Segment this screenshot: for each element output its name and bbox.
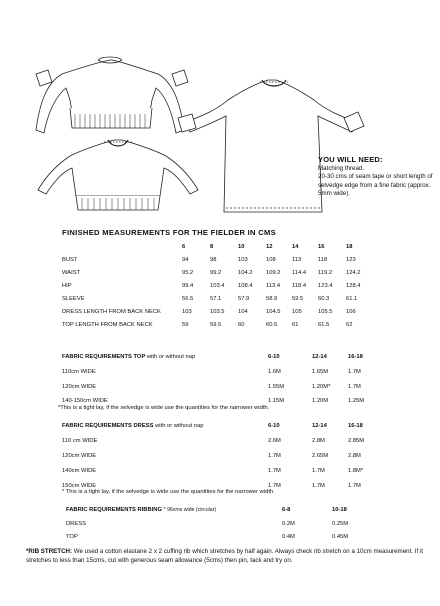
cell: 99.2 — [210, 269, 222, 276]
table-row — [62, 463, 372, 478]
col-header: 10-18 — [332, 507, 347, 513]
cell: 114.4 — [292, 269, 307, 276]
row-label: 110cm WIDE — [62, 368, 96, 375]
cell: 119.2 — [318, 269, 333, 276]
row-label: 140-150cm WIDE — [62, 398, 108, 404]
size-header: 12 — [266, 243, 273, 250]
cell: 1.15M — [268, 398, 285, 404]
col-header: 6-10 — [268, 422, 280, 429]
size-header: 16 — [318, 243, 325, 250]
cell: 59 — [182, 321, 189, 328]
cell: 60.5 — [266, 321, 278, 328]
sweatshirt-back-illustration — [38, 140, 198, 210]
cell: 1.7M — [268, 482, 281, 489]
cell: 61.1 — [346, 295, 358, 302]
cell: 61 — [292, 321, 299, 328]
table-row — [66, 517, 382, 530]
table-row — [62, 318, 374, 331]
sweatshirt-front-illustration — [36, 57, 188, 133]
cell: 1.7M — [268, 467, 281, 474]
size-header: 8 — [210, 243, 214, 250]
cell: 62 — [346, 321, 353, 328]
cell: 108.4 — [238, 282, 253, 289]
cell: 58.9 — [266, 295, 278, 302]
cell: 1.7M — [312, 467, 325, 474]
fabric-dress-note: * This is a tight lay, if the selvedge is wide use the quantities for the narrower width. — [62, 489, 275, 495]
cell: 1.20M* — [312, 383, 331, 390]
fabric-ribbing-title: FABRIC REQUIREMENTS RIBBING * 96cms wide (circular) — [66, 507, 217, 513]
cell: 2.65M — [312, 452, 329, 459]
cell: 60.3 — [318, 295, 330, 302]
cell: 56.5 — [182, 295, 194, 302]
cell: 103 — [238, 256, 248, 263]
cell: 128.4 — [346, 282, 361, 289]
cell: 103 — [182, 308, 192, 315]
measurements-table — [62, 240, 374, 331]
table-row — [62, 253, 374, 266]
cell: 1.7M — [268, 452, 281, 459]
cell: 113.4 — [266, 282, 281, 289]
cell: 1.6M — [268, 368, 281, 375]
fabric-top-title: FABRIC REQUIREMENTS TOP with or without nap — [62, 353, 196, 360]
row-label: DRESS LENGTH FROM BACK NECK — [62, 308, 161, 315]
cell: 1.8M* — [348, 467, 364, 474]
size-header: 18 — [346, 243, 353, 250]
row-label: 120cm WIDE — [62, 383, 97, 390]
cell: 2.85M — [348, 437, 365, 444]
cell: 1.65M — [312, 368, 329, 375]
row-label: SLEEVE — [62, 295, 85, 302]
table-row — [62, 292, 374, 305]
cell: 1.7M — [348, 482, 361, 489]
need-item: Matching thread. — [318, 165, 365, 172]
cell: 59.5 — [210, 321, 222, 328]
col-header: 12-14 — [312, 422, 327, 429]
cell: 104.2 — [238, 269, 253, 276]
cell: 2.8M — [312, 437, 325, 444]
cell: 0.2M — [282, 520, 295, 527]
col-header: 6-10 — [268, 353, 280, 360]
table-row — [62, 433, 372, 448]
table-header-row — [62, 349, 372, 364]
rib-stretch-text: We used a cotton elastane 2 x 2 cuffing rib which stretches by half again. Always check rib stretch on a 10cm measurement. If it stretches to less than 15cms, cut with generous seam allowance (5cms) then pin, tack and try on. — [26, 548, 423, 564]
col-header: 16-18 — [348, 353, 363, 360]
cell: 57.1 — [210, 295, 222, 302]
table-row — [62, 279, 374, 292]
cell: 0.4M — [282, 533, 295, 540]
fabric-ribbing-table — [66, 503, 382, 543]
fabric-top-note: *This is a tight lay, if the selvedge is wide use the quantities for the narrower width. — [58, 405, 270, 411]
table-row — [62, 305, 374, 318]
col-header: 16-18 — [348, 422, 363, 429]
you-will-need-title: YOU WILL NEED: — [318, 155, 383, 164]
cell: 95.2 — [182, 269, 194, 276]
col-header: 12-14 — [312, 353, 327, 360]
need-item: 20-30 cms of seam tape or short length of selvedge edge from a fine fabric (approx. 5mm wide). — [318, 173, 433, 198]
cell: 2.8M — [348, 452, 361, 459]
size-header: 10 — [238, 243, 245, 250]
fabric-dress-title: FABRIC REQUIREMENTS DRESS with or without nap — [62, 422, 204, 429]
cell: 0.25M — [332, 520, 349, 527]
row-label: DRESS — [66, 520, 86, 527]
size-header: 14 — [292, 243, 299, 250]
rib-stretch-label: *RIB STRETCH: — [26, 548, 73, 555]
cell: 1.25M — [348, 398, 365, 404]
table-row — [62, 379, 372, 394]
row-label: 120cm WIDE — [62, 452, 97, 459]
cell: 108 — [266, 256, 276, 263]
cell: 118.4 — [292, 282, 307, 289]
cell: 0.45M — [332, 533, 349, 540]
row-label: WAIST — [62, 269, 81, 276]
table-header-row — [66, 503, 382, 517]
cell: 1.7M — [312, 482, 325, 489]
row-label: 150cm WIDE — [62, 482, 97, 489]
cell: 103.5 — [210, 308, 225, 315]
cell: 103.4 — [210, 282, 225, 289]
cell: 1.20M — [312, 398, 329, 404]
table-header-row — [62, 418, 372, 433]
cell: 105 — [292, 308, 302, 315]
measurements-title: FINISHED MEASUREMENTS FOR THE FIELDER IN CMS — [62, 228, 277, 237]
row-label: 140cm WIDE — [62, 467, 97, 474]
row-label: TOP — [66, 533, 78, 540]
cell: 1.55M — [268, 383, 285, 390]
table-header-row — [62, 240, 374, 253]
you-will-need-list — [318, 165, 436, 199]
cell: 104 — [238, 308, 248, 315]
cell: 109.2 — [266, 269, 281, 276]
row-label: HIP — [62, 282, 72, 289]
cell: 124.2 — [346, 269, 361, 276]
row-label: 110 cm WIDE — [62, 437, 98, 444]
rib-stretch-note — [26, 548, 424, 565]
row-label: BUST — [62, 256, 78, 263]
table-row — [62, 448, 372, 463]
cell: 1.7M — [348, 368, 361, 375]
table-row — [62, 364, 372, 379]
cell: 118 — [318, 256, 328, 263]
cell: 106 — [346, 308, 356, 315]
table-row — [66, 530, 382, 543]
cell: 59.5 — [292, 295, 304, 302]
table-row — [62, 266, 374, 279]
cell: 57.9 — [238, 295, 250, 302]
fabric-dress-table — [62, 418, 372, 493]
cell: 123 — [346, 256, 356, 263]
cell: 99.4 — [182, 282, 194, 289]
fabric-top-table — [62, 349, 372, 408]
cell: 60 — [238, 321, 245, 328]
cell: 113 — [292, 256, 302, 263]
cell: 61.5 — [318, 321, 330, 328]
cell: 2.6M — [268, 437, 281, 444]
row-label: TOP LENGTH FROM BACK NECK — [62, 321, 153, 328]
cell: 94 — [182, 256, 189, 263]
col-header: 6-8 — [282, 507, 291, 513]
cell: 1.7M — [348, 383, 361, 390]
cell: 98 — [210, 256, 217, 263]
cell: 104.5 — [266, 308, 281, 315]
cell: 123.4 — [318, 282, 333, 289]
cell: 105.5 — [318, 308, 333, 315]
size-header: 6 — [182, 243, 186, 250]
